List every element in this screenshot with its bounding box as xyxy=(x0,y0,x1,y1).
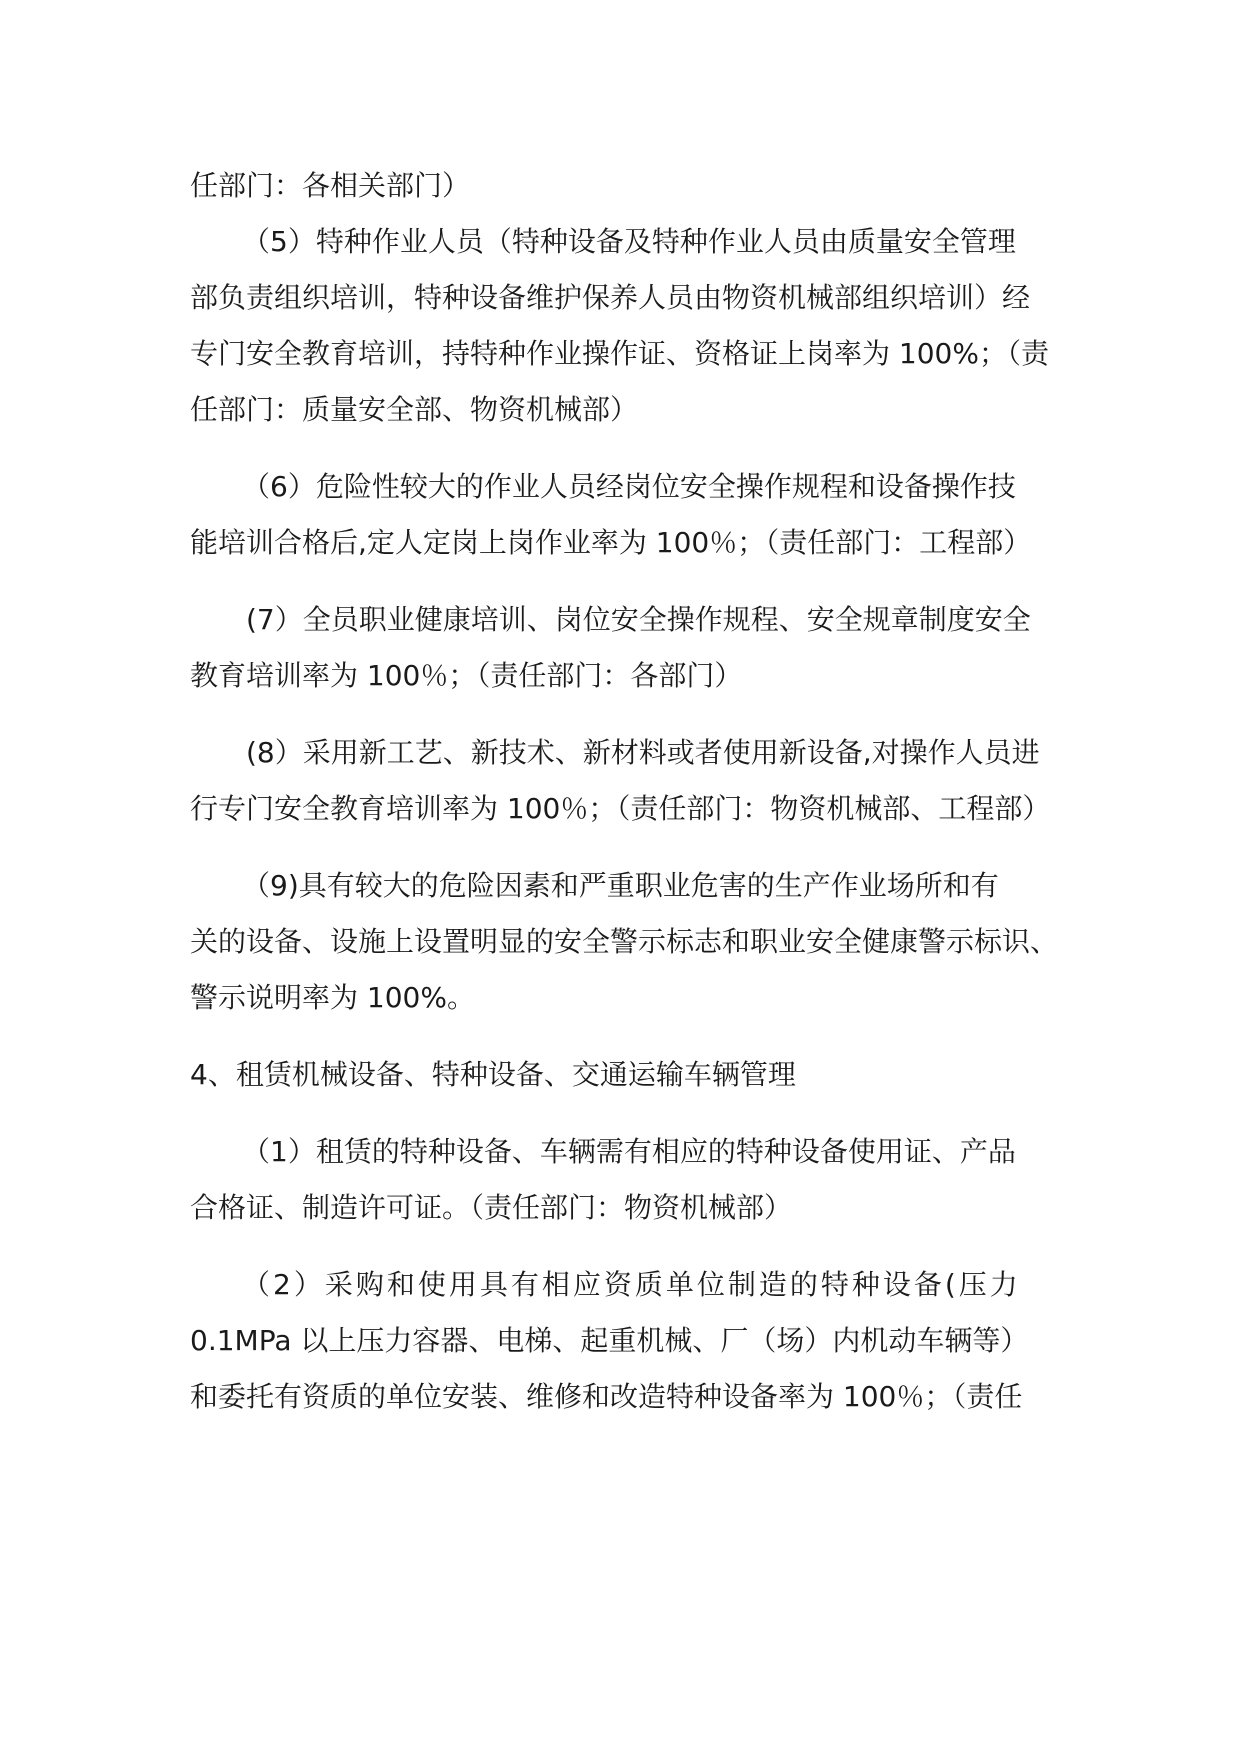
text-line: 任部门：质量安全部、物资机械部） xyxy=(190,393,639,426)
text-line: 任部门：各相关部门） xyxy=(190,169,471,202)
text-line: （9)具有较大的危险因素和严重职业危害的生产作业场所和有 xyxy=(242,869,999,902)
text-line: 专门安全教育培训，持特种作业操作证、资格证上岗率为 100%；（责 xyxy=(190,337,1049,370)
text-line: （2）采购和使用具有相应资质单位制造的特种设备(压力 xyxy=(242,1268,1021,1301)
text-line: 警示说明率为 100%。 xyxy=(190,981,475,1014)
text-line: （6）危险性较大的作业人员经岗位安全操作规程和设备操作技 xyxy=(242,470,1016,503)
text-line: 关的设备、设施上设置明显的安全警示标志和职业安全健康警示标识、 xyxy=(190,925,1059,958)
text-line: （1）租赁的特种设备、车辆需有相应的特种设备使用证、产品 xyxy=(242,1135,1016,1168)
text-line: （5）特种作业人员（特种设备及特种作业人员由质量安全管理 xyxy=(242,225,1016,258)
text-line: (8）采用新工艺、新技术、新材料或者使用新设备,对操作人员进 xyxy=(246,736,1040,769)
text-line: 0.1MPa 以上压力容器、电梯、起重机械、厂（场）内机动车辆等） xyxy=(190,1324,1029,1357)
text-line: 教育培训率为 100％；（责任部门：各部门） xyxy=(190,659,743,692)
text-line: 能培训合格后,定人定岗上岗作业率为 100％；（责任部门：工程部） xyxy=(190,526,1032,559)
text-line: 部负责组织培训，特种设备维护保养人员由物资机械部组织培训）经 xyxy=(190,281,1031,314)
text-line: 行专门安全教育培训率为 100％；（责任部门：物资机械部、工程部） xyxy=(190,792,1051,825)
section-heading: 4、租赁机械设备、特种设备、交通运输车辆管理 xyxy=(190,1058,796,1091)
text-line: (7）全员职业健康培训、岗位安全操作规程、安全规章制度安全 xyxy=(246,603,1031,636)
text-line: 合格证、制造许可证。（责任部门：物资机械部） xyxy=(190,1191,793,1224)
text-line: 和委托有资质的单位安装、维修和改造特种设备率为 100％；（责任 xyxy=(190,1380,1023,1413)
